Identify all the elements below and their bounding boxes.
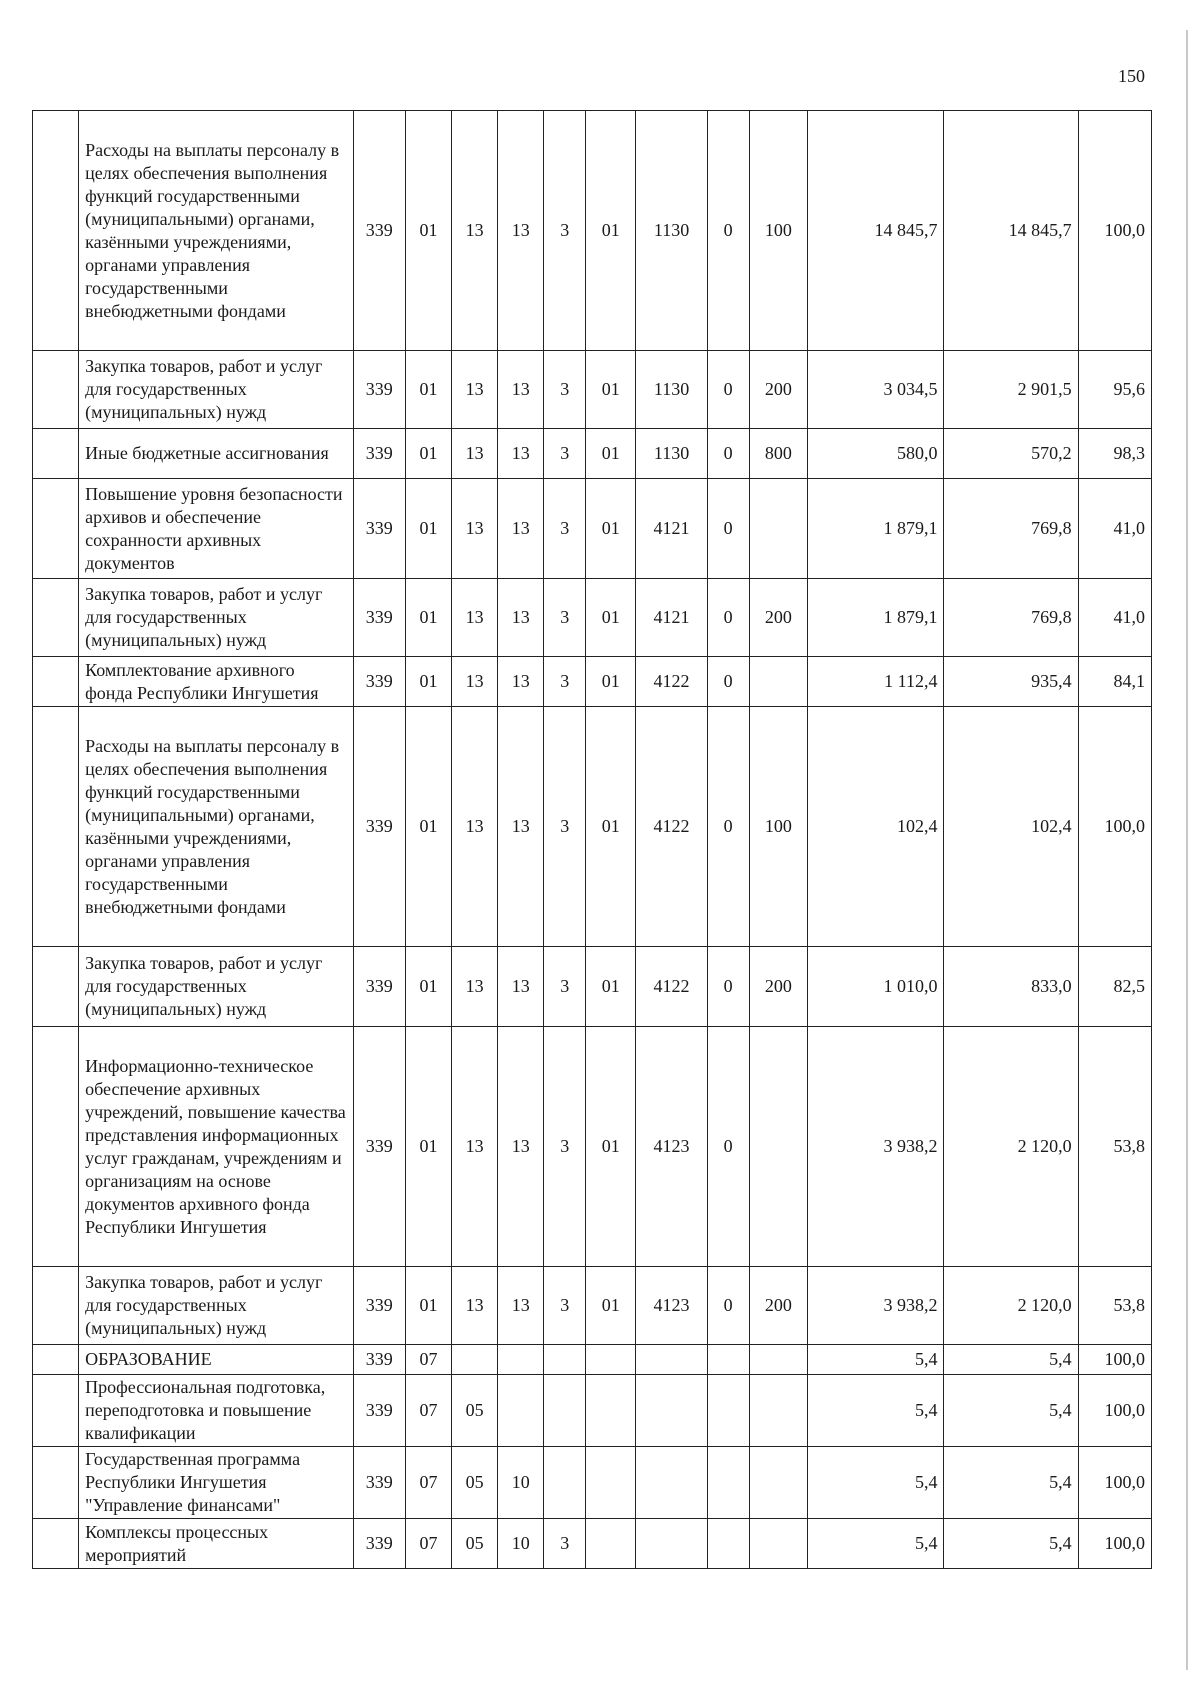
cell-meropriyatie: 01 — [586, 947, 636, 1027]
cell-dop: 0 — [707, 429, 749, 479]
cell-statya — [636, 1447, 707, 1519]
cell-vid-rashodov — [749, 1447, 808, 1519]
cell-vid-rashodov: 200 — [749, 1267, 808, 1345]
cell-plan: 5,4 — [808, 1519, 944, 1569]
cell-razdel: 01 — [405, 1267, 451, 1345]
cell-plan: 14 845,7 — [808, 111, 944, 351]
cell-programma: 13 — [498, 1267, 544, 1345]
cell-ispolneno: 935,4 — [944, 657, 1078, 707]
table-body — [33, 111, 1152, 1569]
cell-meropriyatie: 01 — [586, 707, 636, 947]
row-number-cell — [33, 1519, 79, 1569]
cell-procent: 100,0 — [1078, 1375, 1151, 1447]
cell-name: ОБРАЗОВАНИЕ — [79, 1345, 354, 1375]
cell-name: Комплексы процессных мероприятий — [79, 1519, 354, 1569]
cell-vid-rashodov: 200 — [749, 947, 808, 1027]
cell-razdel: 01 — [405, 1027, 451, 1267]
cell-statya — [636, 1519, 707, 1569]
cell-meropriyatie: 01 — [586, 429, 636, 479]
cell-name: Повышение уровня безопасности архивов и обеспечение сохранности архивных документов — [79, 479, 354, 579]
cell-name: Закупка товаров, работ и услуг для государственных (муниципальных) нужд — [79, 351, 354, 429]
cell-podrazdel: 13 — [452, 479, 498, 579]
cell-plan: 1 879,1 — [808, 479, 944, 579]
cell-podrazdel — [452, 1345, 498, 1375]
cell-procent: 100,0 — [1078, 1519, 1151, 1569]
cell-razdel: 01 — [405, 947, 451, 1027]
cell-ispolneno: 5,4 — [944, 1375, 1078, 1447]
cell-napravlenie: 3 — [544, 429, 586, 479]
cell-meropriyatie: 01 — [586, 111, 636, 351]
cell-statya: 4123 — [636, 1267, 707, 1345]
cell-dop: 0 — [707, 351, 749, 429]
cell-name: Иные бюджетные ассигнования — [79, 429, 354, 479]
table-row — [33, 351, 1152, 429]
cell-programma — [498, 1375, 544, 1447]
cell-statya: 4121 — [636, 579, 707, 657]
cell-vedomstvo: 339 — [353, 707, 405, 947]
cell-vedomstvo: 339 — [353, 111, 405, 351]
cell-vid-rashodov — [749, 479, 808, 579]
cell-ispolneno: 769,8 — [944, 479, 1078, 579]
cell-vid-rashodov: 100 — [749, 707, 808, 947]
row-number-cell — [33, 1375, 79, 1447]
cell-name: Закупка товаров, работ и услуг для государственных (муниципальных) нужд — [79, 579, 354, 657]
table-row — [33, 657, 1152, 707]
cell-plan: 5,4 — [808, 1447, 944, 1519]
cell-vedomstvo: 339 — [353, 1267, 405, 1345]
scan-margin-line — [1186, 30, 1188, 1670]
cell-vedomstvo: 339 — [353, 1519, 405, 1569]
cell-vid-rashodov — [749, 657, 808, 707]
cell-vid-rashodov — [749, 1345, 808, 1375]
cell-napravlenie: 3 — [544, 1267, 586, 1345]
cell-meropriyatie: 01 — [586, 1267, 636, 1345]
cell-plan: 1 112,4 — [808, 657, 944, 707]
cell-razdel: 07 — [405, 1345, 451, 1375]
cell-razdel: 07 — [405, 1519, 451, 1569]
table-row — [33, 111, 1152, 351]
cell-statya: 4122 — [636, 657, 707, 707]
cell-procent: 100,0 — [1078, 707, 1151, 947]
cell-statya: 1130 — [636, 351, 707, 429]
cell-plan: 3 938,2 — [808, 1027, 944, 1267]
cell-meropriyatie: 01 — [586, 479, 636, 579]
cell-dop — [707, 1345, 749, 1375]
cell-vedomstvo: 339 — [353, 657, 405, 707]
cell-vid-rashodov: 800 — [749, 429, 808, 479]
cell-name: Закупка товаров, работ и услуг для государственных (муниципальных) нужд — [79, 947, 354, 1027]
cell-plan: 102,4 — [808, 707, 944, 947]
cell-dop — [707, 1447, 749, 1519]
cell-meropriyatie: 01 — [586, 579, 636, 657]
cell-plan: 5,4 — [808, 1345, 944, 1375]
cell-vid-rashodov: 200 — [749, 351, 808, 429]
cell-ispolneno: 14 845,7 — [944, 111, 1078, 351]
cell-vedomstvo: 339 — [353, 579, 405, 657]
cell-ispolneno: 5,4 — [944, 1519, 1078, 1569]
cell-programma — [498, 1345, 544, 1375]
cell-podrazdel: 13 — [452, 351, 498, 429]
cell-meropriyatie: 01 — [586, 1027, 636, 1267]
cell-programma: 13 — [498, 479, 544, 579]
cell-napravlenie: 3 — [544, 1519, 586, 1569]
cell-statya — [636, 1345, 707, 1375]
cell-razdel: 01 — [405, 479, 451, 579]
cell-meropriyatie — [586, 1375, 636, 1447]
cell-statya: 1130 — [636, 111, 707, 351]
row-number-cell — [33, 947, 79, 1027]
cell-vid-rashodov — [749, 1519, 808, 1569]
cell-vid-rashodov — [749, 1375, 808, 1447]
cell-meropriyatie — [586, 1519, 636, 1569]
cell-dop: 0 — [707, 1267, 749, 1345]
cell-vid-rashodov: 100 — [749, 111, 808, 351]
cell-procent: 41,0 — [1078, 579, 1151, 657]
cell-podrazdel: 13 — [452, 579, 498, 657]
cell-napravlenie: 3 — [544, 947, 586, 1027]
cell-programma: 13 — [498, 657, 544, 707]
cell-procent: 100,0 — [1078, 1345, 1151, 1375]
cell-podrazdel: 13 — [452, 1027, 498, 1267]
cell-ispolneno: 833,0 — [944, 947, 1078, 1027]
cell-ispolneno: 570,2 — [944, 429, 1078, 479]
cell-plan: 580,0 — [808, 429, 944, 479]
cell-plan: 5,4 — [808, 1375, 944, 1447]
cell-dop: 0 — [707, 707, 749, 947]
cell-meropriyatie: 01 — [586, 351, 636, 429]
table-row — [33, 1027, 1152, 1267]
cell-napravlenie: 3 — [544, 657, 586, 707]
cell-podrazdel: 13 — [452, 1267, 498, 1345]
cell-procent: 100,0 — [1078, 111, 1151, 351]
cell-vid-rashodov — [749, 1027, 808, 1267]
cell-programma: 13 — [498, 947, 544, 1027]
cell-razdel: 01 — [405, 429, 451, 479]
cell-ispolneno: 2 120,0 — [944, 1027, 1078, 1267]
cell-napravlenie — [544, 1447, 586, 1519]
cell-statya — [636, 1375, 707, 1447]
cell-dop: 0 — [707, 657, 749, 707]
cell-dop — [707, 1519, 749, 1569]
cell-plan: 3 034,5 — [808, 351, 944, 429]
cell-dop: 0 — [707, 947, 749, 1027]
cell-meropriyatie: 01 — [586, 657, 636, 707]
cell-dop — [707, 1375, 749, 1447]
cell-razdel: 01 — [405, 707, 451, 947]
row-number-cell — [33, 1345, 79, 1375]
cell-name: Расходы на выплаты персоналу в целях обеспечения выполнения функций государственными (муниципальными) органами, казёнными учреждениями, органами управления государственными внебюджетными фондами — [79, 111, 354, 351]
cell-procent: 41,0 — [1078, 479, 1151, 579]
cell-procent: 53,8 — [1078, 1267, 1151, 1345]
cell-dop: 0 — [707, 111, 749, 351]
cell-podrazdel: 13 — [452, 111, 498, 351]
row-number-cell — [33, 657, 79, 707]
table-row — [33, 1375, 1152, 1447]
cell-napravlenie: 3 — [544, 111, 586, 351]
cell-programma: 13 — [498, 111, 544, 351]
cell-procent: 100,0 — [1078, 1447, 1151, 1519]
cell-programma: 10 — [498, 1519, 544, 1569]
cell-dop: 0 — [707, 479, 749, 579]
cell-vedomstvo: 339 — [353, 351, 405, 429]
row-number-cell — [33, 429, 79, 479]
row-number-cell — [33, 1447, 79, 1519]
cell-razdel: 01 — [405, 579, 451, 657]
cell-vedomstvo: 339 — [353, 479, 405, 579]
cell-meropriyatie — [586, 1345, 636, 1375]
cell-ispolneno: 2 901,5 — [944, 351, 1078, 429]
cell-podrazdel: 05 — [452, 1519, 498, 1569]
cell-razdel: 01 — [405, 351, 451, 429]
cell-podrazdel: 13 — [452, 429, 498, 479]
table-row — [33, 1267, 1152, 1345]
cell-name: Информационно-техническое обеспечение архивных учреждений, повышение качества представления информационных услуг гражданам, учреждениям и организациям на основе документов архивного фонда Республики Ингушетия — [79, 1027, 354, 1267]
cell-vedomstvo: 339 — [353, 1027, 405, 1267]
cell-name: Комплектование архивного фонда Республики Ингушетия — [79, 657, 354, 707]
cell-vedomstvo: 339 — [353, 1345, 405, 1375]
table-row — [33, 1447, 1152, 1519]
cell-name: Расходы на выплаты персоналу в целях обеспечения выполнения функций государственными (муниципальными) органами, казёнными учреждениями, органами управления государственными внебюджетными фондами — [79, 707, 354, 947]
cell-programma: 13 — [498, 351, 544, 429]
cell-name: Государственная программа Республики Ингушетия "Управление финансами" — [79, 1447, 354, 1519]
cell-procent: 98,3 — [1078, 429, 1151, 479]
cell-razdel: 01 — [405, 657, 451, 707]
cell-napravlenie: 3 — [544, 579, 586, 657]
cell-statya: 4121 — [636, 479, 707, 579]
cell-plan: 3 938,2 — [808, 1267, 944, 1345]
cell-napravlenie — [544, 1375, 586, 1447]
cell-procent: 53,8 — [1078, 1027, 1151, 1267]
table-row — [33, 479, 1152, 579]
cell-procent: 95,6 — [1078, 351, 1151, 429]
cell-programma: 13 — [498, 707, 544, 947]
table-row — [33, 579, 1152, 657]
row-number-cell — [33, 707, 79, 947]
table-row — [33, 1519, 1152, 1569]
cell-statya: 4122 — [636, 947, 707, 1027]
cell-razdel: 07 — [405, 1447, 451, 1519]
table-row — [33, 947, 1152, 1027]
cell-plan: 1 010,0 — [808, 947, 944, 1027]
cell-dop: 0 — [707, 1027, 749, 1267]
row-number-cell — [33, 351, 79, 429]
cell-ispolneno: 769,8 — [944, 579, 1078, 657]
cell-napravlenie: 3 — [544, 707, 586, 947]
table-row — [33, 1345, 1152, 1375]
cell-napravlenie — [544, 1345, 586, 1375]
cell-programma: 13 — [498, 1027, 544, 1267]
cell-vedomstvo: 339 — [353, 947, 405, 1027]
cell-ispolneno: 102,4 — [944, 707, 1078, 947]
cell-ispolneno: 2 120,0 — [944, 1267, 1078, 1345]
cell-statya: 4123 — [636, 1027, 707, 1267]
table-row — [33, 429, 1152, 479]
cell-name: Профессиональная подготовка, переподготовка и повышение квалификации — [79, 1375, 354, 1447]
page-number: 150 — [1118, 66, 1145, 86]
row-number-cell — [33, 579, 79, 657]
cell-statya: 4122 — [636, 707, 707, 947]
cell-vedomstvo: 339 — [353, 1375, 405, 1447]
cell-programma: 13 — [498, 429, 544, 479]
row-number-cell — [33, 111, 79, 351]
cell-ispolneno: 5,4 — [944, 1447, 1078, 1519]
table-row — [33, 707, 1152, 947]
cell-napravlenie: 3 — [544, 351, 586, 429]
cell-procent: 82,5 — [1078, 947, 1151, 1027]
row-number-cell — [33, 1027, 79, 1267]
cell-podrazdel: 13 — [452, 947, 498, 1027]
cell-podrazdel: 13 — [452, 657, 498, 707]
cell-napravlenie: 3 — [544, 1027, 586, 1267]
cell-vedomstvo: 339 — [353, 1447, 405, 1519]
cell-razdel: 07 — [405, 1375, 451, 1447]
cell-name: Закупка товаров, работ и услуг для государственных (муниципальных) нужд — [79, 1267, 354, 1345]
cell-procent: 84,1 — [1078, 657, 1151, 707]
cell-vedomstvo: 339 — [353, 429, 405, 479]
cell-programma: 13 — [498, 579, 544, 657]
cell-razdel: 01 — [405, 111, 451, 351]
cell-podrazdel: 05 — [452, 1447, 498, 1519]
cell-napravlenie: 3 — [544, 479, 586, 579]
row-number-cell — [33, 479, 79, 579]
budget-table — [32, 110, 1152, 1569]
cell-ispolneno: 5,4 — [944, 1345, 1078, 1375]
cell-podrazdel: 05 — [452, 1375, 498, 1447]
cell-programma: 10 — [498, 1447, 544, 1519]
row-number-cell — [33, 1267, 79, 1345]
cell-vid-rashodov: 200 — [749, 579, 808, 657]
cell-plan: 1 879,1 — [808, 579, 944, 657]
cell-podrazdel: 13 — [452, 707, 498, 947]
cell-statya: 1130 — [636, 429, 707, 479]
cell-meropriyatie — [586, 1447, 636, 1519]
cell-dop: 0 — [707, 579, 749, 657]
